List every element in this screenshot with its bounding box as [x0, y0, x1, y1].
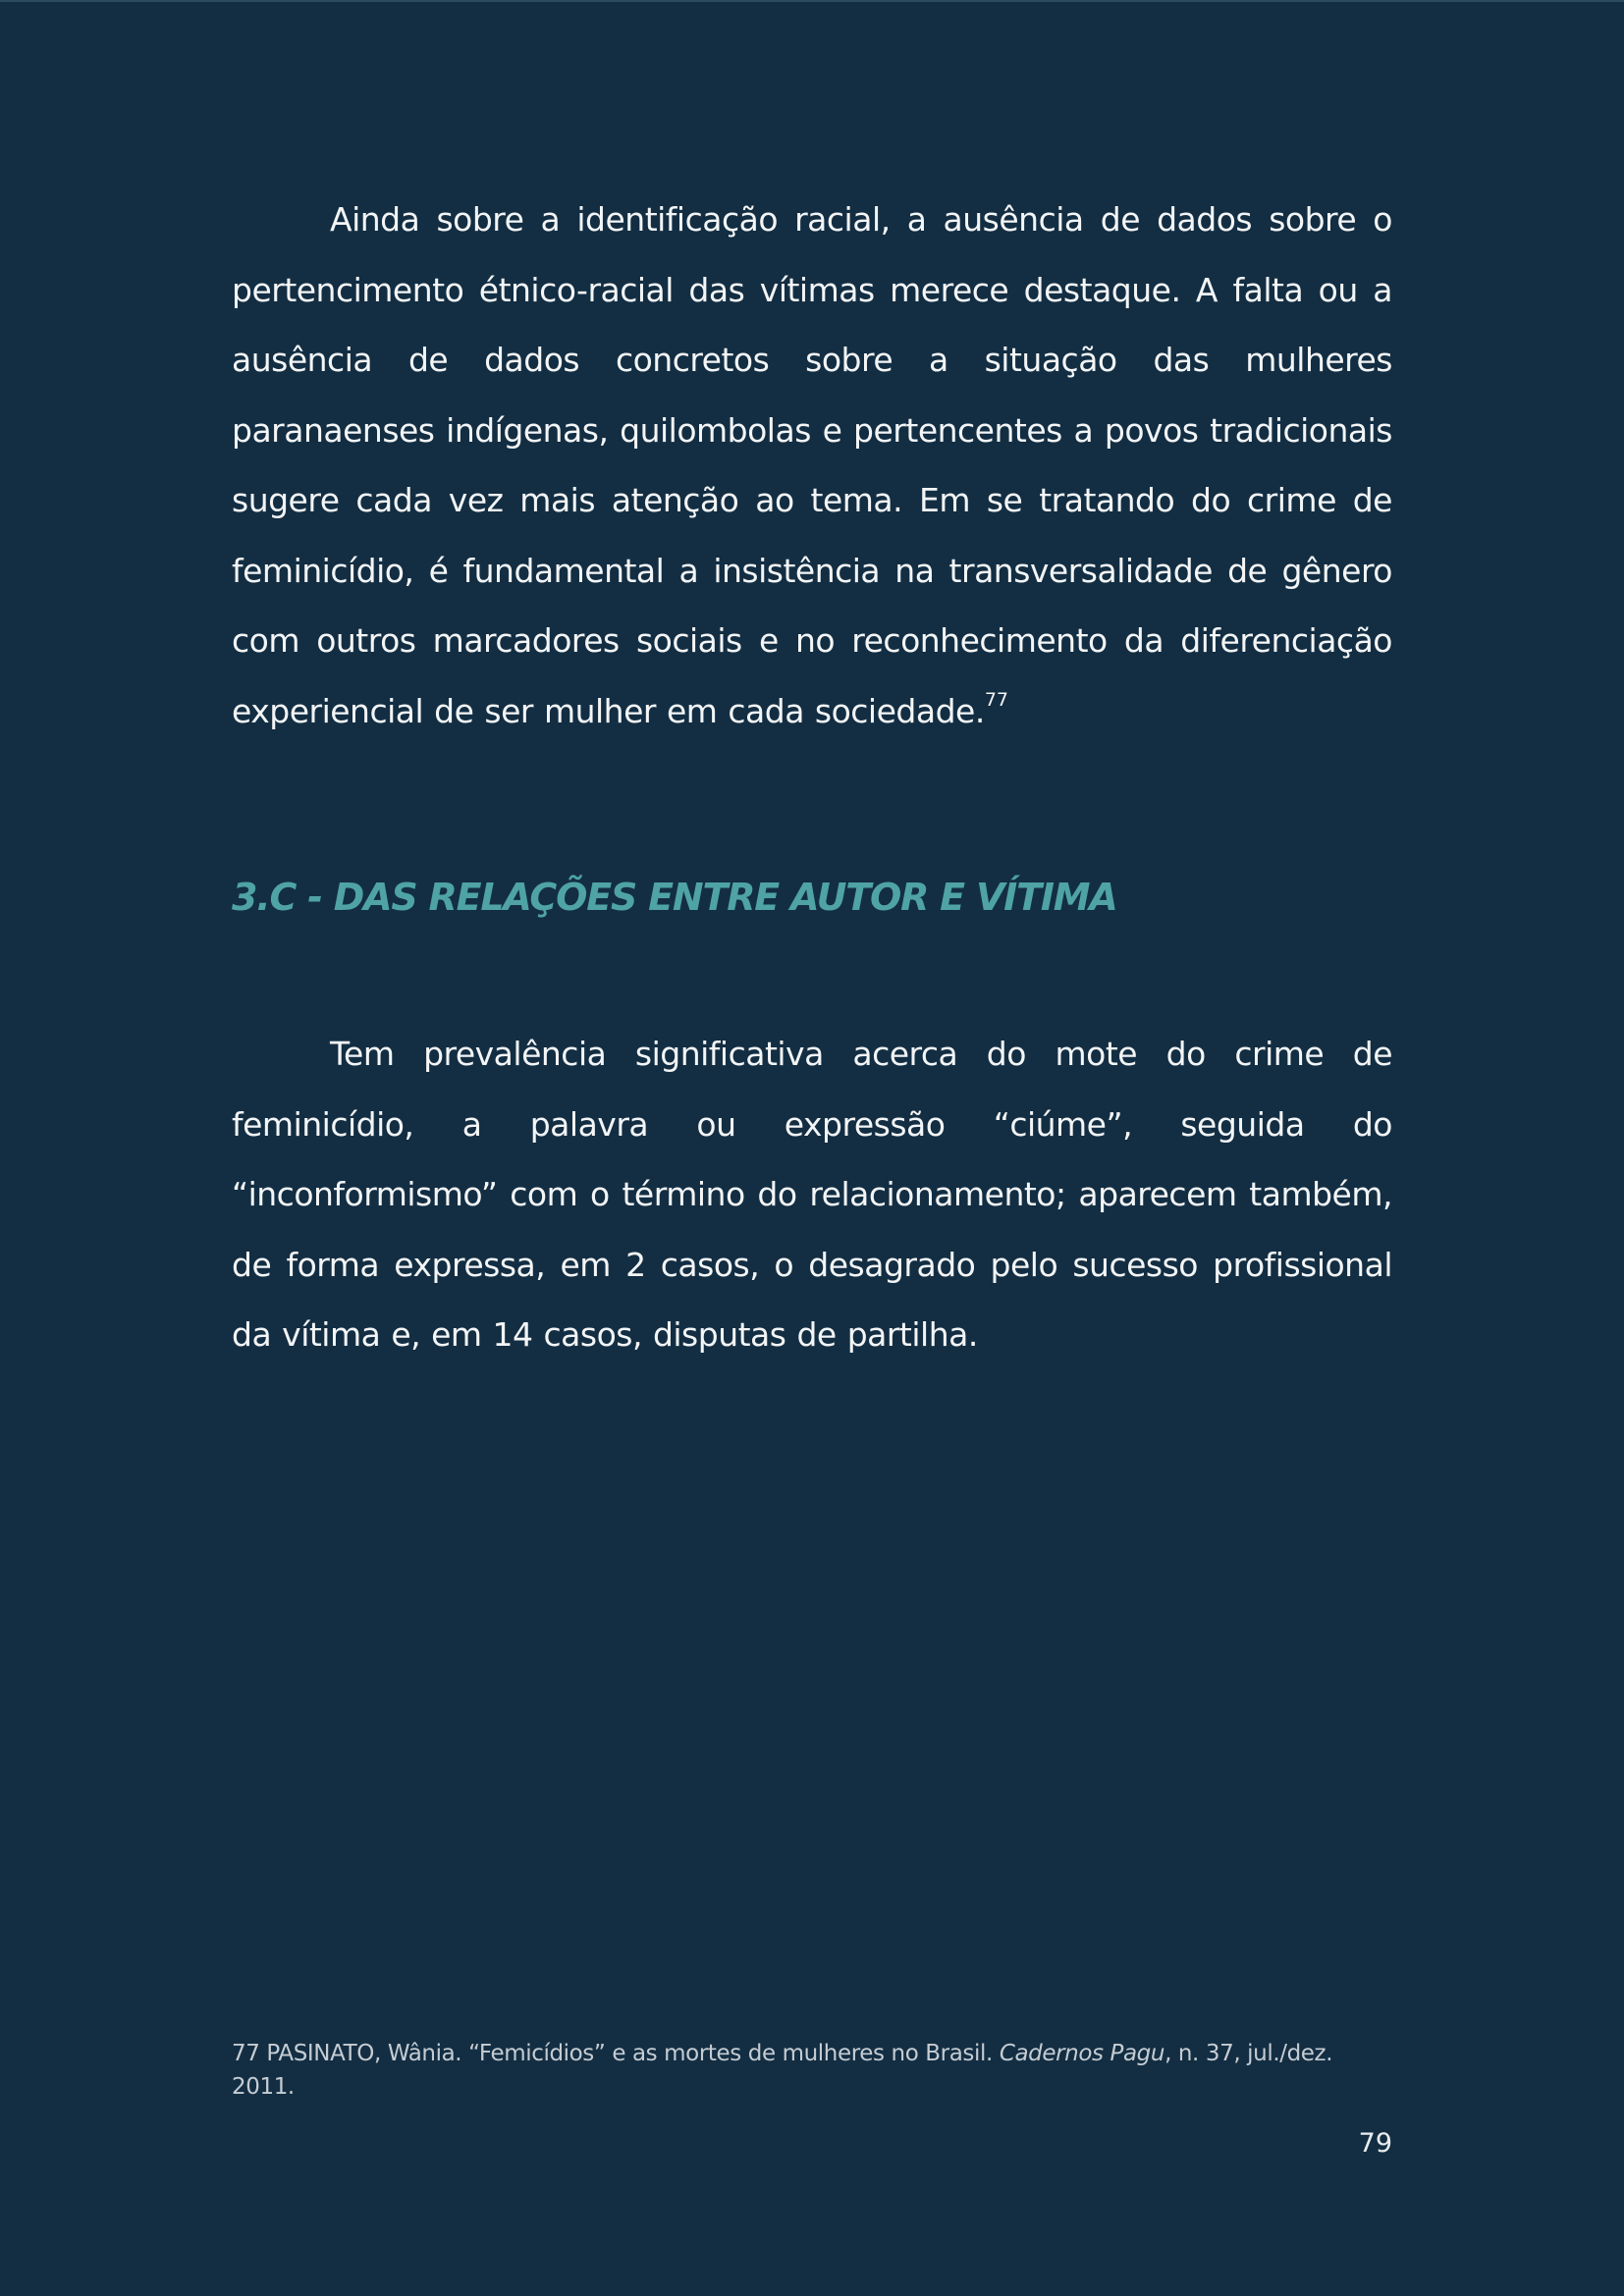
- section-heading: 3.C - DAS RELAÇÕES ENTRE AUTOR E VÍTIMA: [232, 876, 1117, 919]
- footnote-reference: 77: [984, 688, 1009, 711]
- footnote: [232, 2037, 1380, 2104]
- body-paragraph-author-victim-relations: Tem prevalência significativa acerca do mote do crime de feminicídio, a palavra ou expressão “ciúme”, seguida do “inconformismo” com o término do relacionamento; aparecem também, de forma expressa, em 2 casos, o desagrado pelo sucesso profissional da vítima e, em 14 casos, disputas de partilha.: [232, 1035, 1392, 1354]
- footnote-number: 77: [232, 2041, 260, 2066]
- footnote-citation-details: , n. 37, jul./dez. 2011.: [232, 2041, 1333, 2100]
- top-border-rule: [0, 0, 1624, 2]
- page-number: 79: [1358, 2128, 1392, 2159]
- footnote-journal-title: Cadernos Pagu: [999, 2041, 1165, 2066]
- footnote-text: PASINATO, Wânia. “Femicídios” e as mortes de mulheres no Brasil.: [266, 2041, 993, 2066]
- body-paragraph-racial-identification: [232, 185, 1392, 746]
- paragraph-text: Ainda sobre a identificação racial, a ausência de dados sobre o pertencimento étnico-racial das vítimas merece destaque. A falta ou a ausência de dados concretos sobre a situação das mulheres paranaenses indígenas, quilombolas e pertencentes a povos tradicionais sugere cada vez mais atenção ao tema. Em se tratando do crime de feminicídio, é fundamental a insistência na transversalidade de gênero com outros marcadores sociais e no reconhecimento da diferenciação experiencial de ser mulher em cada sociedade.: [232, 200, 1392, 730]
